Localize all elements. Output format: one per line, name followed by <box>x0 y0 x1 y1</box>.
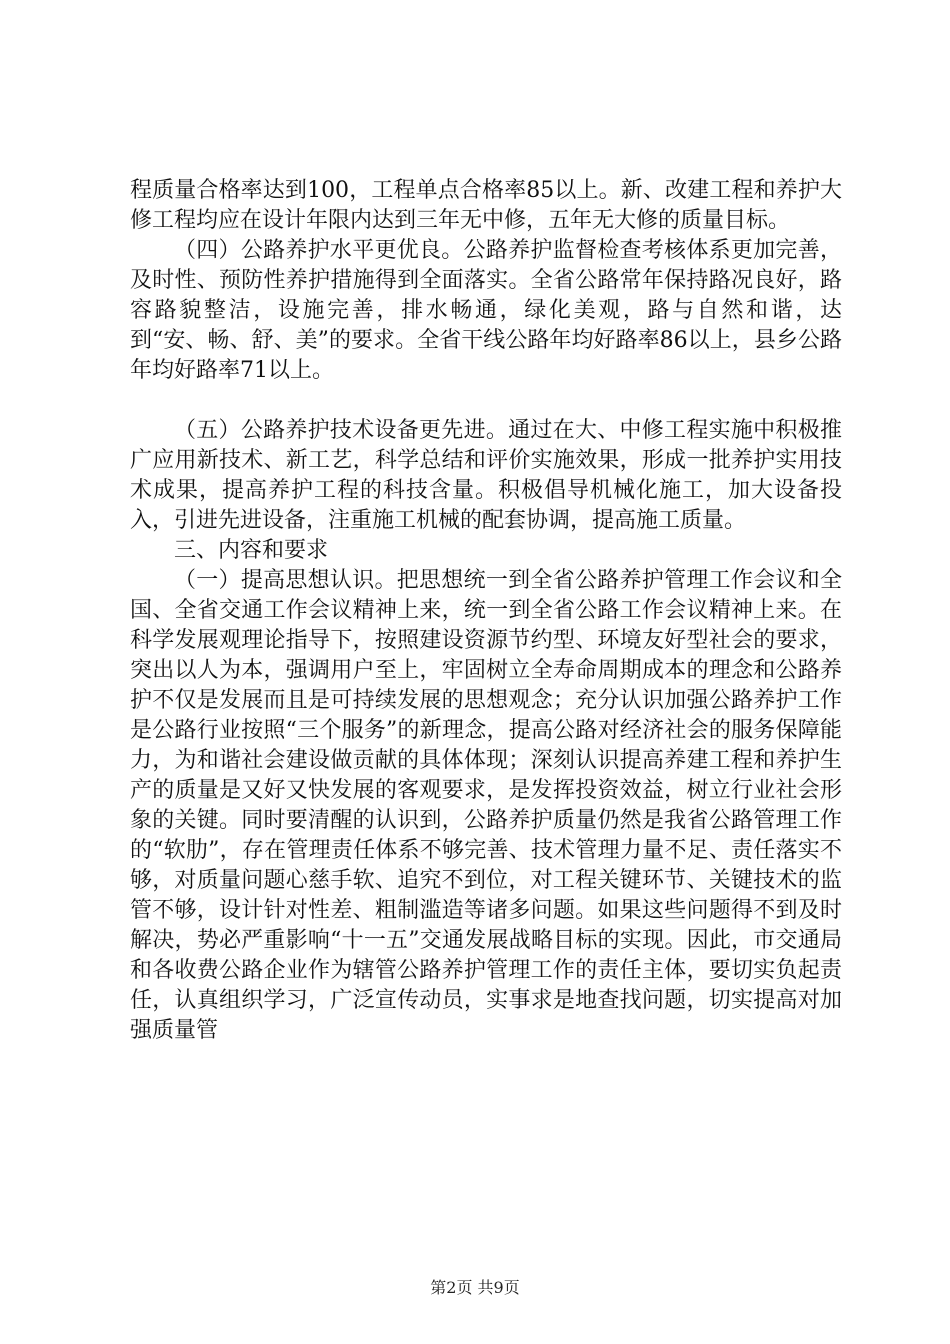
document-body <box>130 176 842 1046</box>
section-heading-three: 三、内容和要求 <box>174 538 329 563</box>
paragraph-continuation: 程质量合格率达到100，工程单点合格率85以上。新、改建工程和养护大修工程均应在设计年限内达到三年无中修，五年无大修的质量目标。 <box>130 178 842 233</box>
page-number-footer: 第2页 共9页 <box>430 1278 520 1297</box>
paragraph-section-four: （四）公路养护水平更优良。公路养护监督检查考核体系更加完善，及时性、预防性养护措施得到全面落实。全省公路常年保持路况良好，路容路貌整洁，设施完善，排水畅通，绿化美观，路与自然和谐，达到“安、畅、舒、美”的要求。全省干线公路年均好路率86以上，县乡公路年均好路率71以上。 <box>130 238 842 383</box>
paragraph-subsection-one: （一）提高思想认识。把思想统一到全省公路养护管理工作会议和全国、全省交通工作会议精神上来，统一到全省公路工作会议精神上来。在科学发展观理论指导下，按照建设资源节约型、环境友好型社会的要求，突出以人为本，强调用户至上，牢固树立全寿命周期成本的理念和公路养护不仅是发展而且是可持续发展的思想观念；充分认识加强公路养护工作是公路行业按照“三个服务”的新理念，提高公路对经济社会的服务保障能力，为和谐社会建设做贡献的具体体现；深刻认识提高养建工程和养护生产的质量是又好又快发展的客观要求，是发挥投资效益，树立行业社会形象的关键。同时要清醒的认识到，公路养护质量仍然是我省公路管理工作的“软肋”，存在管理责任体系不够完善、技术管理力量不足、责任落实不够，对质量问题心慈手软、追究不到位，对工程关键环节、关键技术的监管不够，设计针对性差、粗制滥造等诸多问题。如果这些问题得不到及时解决，势必严重影响“十一五”交通发展战略目标的实现。因此，市交通局和各收费公路企业作为辖管公路养护管理工作的责任主体，要切实负起责任，认真组织学习，广泛宣传动员，实事求是地查找问题，切实提高对加强质量管 <box>130 568 842 1043</box>
paragraph-section-five: （五）公路养护技术设备更先进。通过在大、中修工程实施中积极推广应用新技术、新工艺，科学总结和评价实施效果，形成一批养护实用技术成果，提高养护工程的科技含量。积极倡导机械化施工，加大设备投入，引进先进设备，注重施工机械的配套协调，提高施工质量。 <box>130 418 842 533</box>
